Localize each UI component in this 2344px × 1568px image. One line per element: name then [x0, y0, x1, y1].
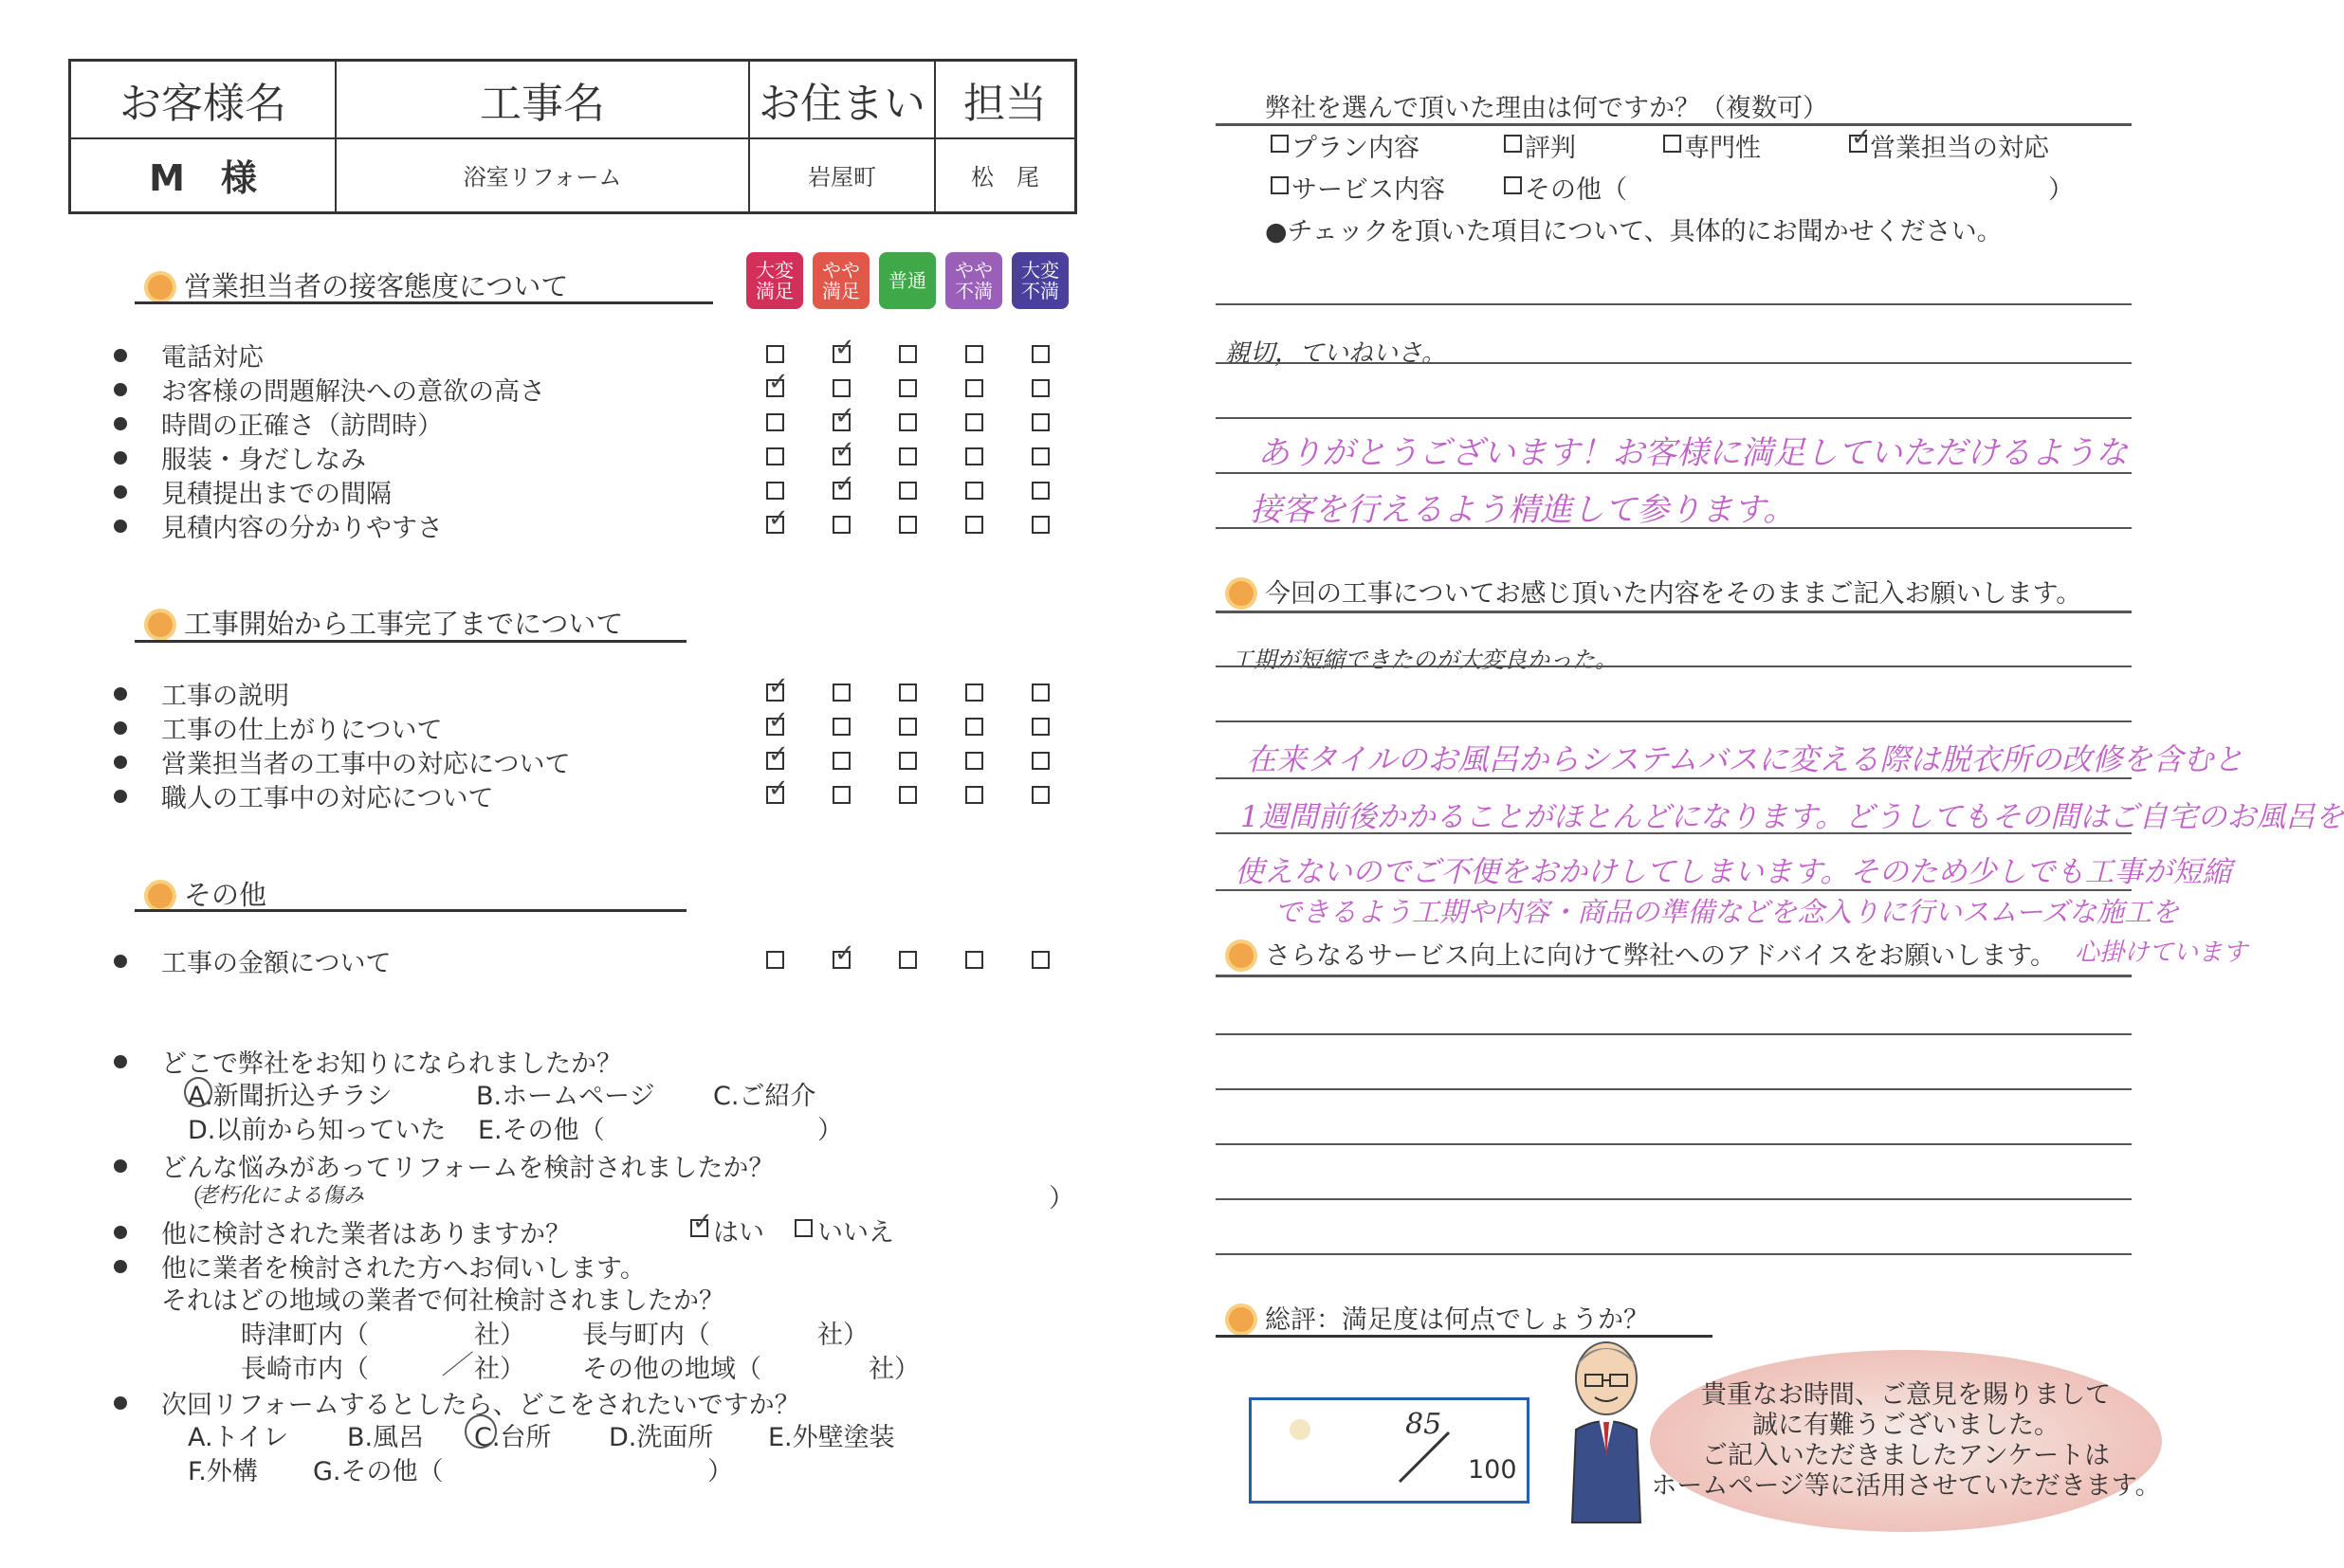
reason-sales-label: 営業担当の対応 [1870, 134, 2049, 163]
flower-icon [148, 884, 173, 908]
rating-checkbox[interactable] [766, 482, 784, 500]
rating-checkbox[interactable] [833, 951, 851, 969]
region-other-unit: 社） [869, 1355, 920, 1384]
rating-checkbox[interactable] [899, 413, 917, 431]
rating-checkbox[interactable] [1032, 482, 1050, 500]
reason-expertise-label: 専門性 [1684, 134, 1761, 163]
rating-checkbox[interactable] [899, 718, 917, 736]
advice-question: さらなるサービス向上に向けて弊社へのアドバイスをお願いします。 [1265, 941, 2057, 971]
reason-service-checkbox[interactable] [1271, 176, 1289, 194]
other-no-checkbox[interactable] [795, 1219, 813, 1237]
survey-item-row [114, 777, 493, 814]
reason-detail-question: ●チェックを頂いた項目について、具体的にお聞かせください。 [1265, 217, 2003, 246]
rating-checkbox[interactable] [766, 345, 784, 363]
survey-item-row [114, 337, 264, 374]
bullet [114, 451, 127, 465]
section1-heading [148, 265, 568, 304]
reply2-line1: 在来タイルのお風呂からシステムバスに変える際は脱衣所の改修を含むと [1246, 741, 2244, 777]
reply1-line2: 接客を行えるよう精進して参ります。 [1250, 491, 1796, 529]
rating-checkbox[interactable] [833, 413, 851, 431]
rating-checkbox[interactable] [965, 482, 983, 500]
rating-checkbox[interactable] [965, 752, 983, 770]
region-nagasaki-unit: 社） [474, 1355, 525, 1384]
score-box[interactable] [1249, 1397, 1529, 1504]
next-option-g[interactable]: G.その他（ [313, 1457, 444, 1486]
bullet [114, 687, 127, 701]
bullet [114, 349, 127, 362]
address-value-cell [750, 137, 936, 211]
customer-value-cell [71, 137, 337, 211]
survey-item-row [114, 473, 392, 510]
region-tokitsu: 時津町内（ [241, 1321, 369, 1350]
bullet [114, 485, 127, 499]
score-value: 85 [1405, 1408, 1442, 1441]
rating-badge: 大変 満足 [746, 252, 803, 309]
q-region-question1: 他に業者を検討された方へお伺いします。 [161, 1254, 646, 1284]
reason-plan-checkbox[interactable] [1271, 135, 1289, 153]
reason-other-checkbox[interactable] [1504, 176, 1522, 194]
impression-underline [1216, 611, 2132, 613]
answer-line [1216, 472, 2132, 474]
flower-icon [1229, 1307, 1254, 1332]
total-heading [1229, 1299, 1649, 1336]
stain-mark [1290, 1419, 1310, 1440]
answer-line [1216, 1143, 2132, 1145]
section1-title: 営業担当者の接客態度について [184, 270, 569, 302]
total-question: 総評：満足度は何点でしょうか？ [1265, 1305, 1649, 1335]
survey-item-label: 工事の仕上がりについて [161, 716, 443, 745]
region-tokitsu-unit: 社） [474, 1321, 525, 1350]
survey-item-label: 工事の金額について [161, 949, 392, 978]
advice-underline [1216, 975, 2132, 977]
rating-checkbox[interactable] [833, 345, 851, 363]
staff-value-cell [936, 137, 1074, 211]
rating-checkbox[interactable] [833, 516, 851, 534]
customer-label: お客様名 [119, 80, 286, 128]
work-label: 工事名 [480, 80, 605, 128]
reply2-line4: できるよう工期や内容・商品の準備などを念入りに行いスムーズな施工を [1274, 896, 2180, 928]
bullet [114, 520, 127, 533]
flower-icon [1229, 581, 1254, 606]
rating-checkbox[interactable] [1032, 951, 1050, 969]
reason-underline [1216, 123, 2132, 126]
reason-reputation-checkbox[interactable] [1504, 135, 1522, 153]
bullet [114, 790, 127, 803]
thank-you-message [1650, 1350, 2162, 1532]
section1-underline [135, 301, 713, 304]
address-label: お住まい [759, 80, 925, 128]
region-nagasaki: 長崎市内（ [241, 1355, 369, 1384]
advice-heading [1229, 935, 2056, 972]
survey-item-label: お客様の問題解決への意欲の高さ [161, 377, 545, 407]
rating-checkbox[interactable] [965, 718, 983, 736]
reason-expertise-checkbox[interactable] [1663, 135, 1681, 153]
bullet [114, 1055, 127, 1068]
rating-checkbox[interactable] [899, 345, 917, 363]
answer-line [1216, 1198, 2132, 1200]
answer-line [1216, 1088, 2132, 1090]
bullet [114, 721, 127, 735]
rating-checkbox[interactable] [965, 951, 983, 969]
address-value: 岩屋町 [808, 163, 876, 191]
rating-checkbox[interactable] [1032, 786, 1050, 804]
rating-badge: 大変 不満 [1012, 252, 1069, 309]
rating-checkbox[interactable] [899, 951, 917, 969]
rating-checkbox[interactable] [899, 482, 917, 500]
rating-checkbox[interactable] [1032, 718, 1050, 736]
q-howknow-question: どこで弊社をお知りになられましたか？ [161, 1049, 622, 1079]
answer-line [1216, 362, 2132, 364]
answer-line [1216, 527, 2132, 529]
rating-badge: やや 不満 [945, 252, 1002, 309]
thanks-line4: ホームページ等に活用させていただきます。 [1651, 1471, 2161, 1501]
section3-underline [135, 909, 687, 912]
howknow-option-e[interactable]: E.その他（ [478, 1116, 605, 1145]
rating-checkbox[interactable] [833, 786, 851, 804]
bullet [114, 1159, 127, 1173]
rating-checkbox[interactable] [833, 718, 851, 736]
region-nagayo: 長与町内（ [582, 1321, 710, 1350]
answer-line [1216, 832, 2132, 834]
rating-checkbox[interactable] [965, 413, 983, 431]
other-yes-checkbox[interactable] [690, 1219, 708, 1237]
reply1-line1: ありがとうございます！お客様に満足していただけるような [1257, 434, 2128, 472]
rating-checkbox[interactable] [766, 447, 784, 465]
bullet [114, 955, 127, 968]
survey-item-row [114, 709, 442, 746]
work-value: 浴室リフォーム [463, 163, 622, 191]
impression-question: 今回の工事についてお感じ頂いた内容をそのままご記入お願いします。 [1265, 579, 2082, 609]
work-label-cell [337, 62, 750, 137]
section3-title: その他 [184, 879, 267, 911]
section2-title: 工事開始から工事完了までについて [184, 608, 624, 640]
survey-item-row [114, 507, 443, 544]
next-option-c[interactable]: C.台所 [474, 1423, 552, 1452]
staff-label-cell [936, 62, 1074, 137]
rating-checkbox[interactable] [766, 786, 784, 804]
reason-service-label: サービス内容 [1291, 175, 1445, 205]
survey-item-label: 見積提出までの間隔 [161, 480, 392, 509]
howknow-option-b[interactable]: B.ホームページ [476, 1082, 655, 1111]
reply2-line3: 使えないのでご不便をおかけしてしまいます。そのため少しでも工事が短縮 [1235, 855, 2232, 889]
answer-line [1216, 417, 2132, 419]
impression-handwritten: 工期が短縮できたのが大変良かった。 [1231, 647, 1618, 673]
flower-icon [148, 275, 173, 300]
q-other-question: 他に検討された業者はありますか？ [161, 1220, 571, 1249]
worry-handwritten: 老朽化による傷み [197, 1184, 365, 1208]
rating-checkbox[interactable] [833, 752, 851, 770]
survey-item-label: 職人の工事中の対応について [161, 784, 494, 813]
thanks-line2: 誠に有難うございました。 [1752, 1411, 2060, 1440]
rating-checkbox[interactable] [899, 379, 917, 397]
region-nagasaki-mark: ／ [442, 1349, 469, 1380]
rating-checkbox[interactable] [1032, 447, 1050, 465]
survey-item-row [114, 942, 391, 979]
rating-badge: 普通 [879, 252, 936, 309]
rating-checkbox[interactable] [899, 447, 917, 465]
next-option-b[interactable]: B.風呂 [347, 1423, 425, 1452]
answer-line [1216, 1033, 2132, 1035]
survey-item-label: 時間の正確さ（訪問時） [161, 411, 443, 441]
rating-checkbox[interactable] [833, 684, 851, 702]
bullet [114, 1396, 127, 1410]
answer-line [1216, 777, 2132, 779]
other-no-label: いいえ [817, 1218, 894, 1248]
next-option-a[interactable]: A.トイレ [188, 1423, 289, 1452]
work-value-cell [337, 137, 750, 211]
customer-label-cell [71, 62, 337, 137]
address-label-cell [750, 62, 936, 137]
thanks-line3: ご記入いただきましたアンケートは [1701, 1441, 2111, 1470]
rating-checkbox[interactable] [965, 379, 983, 397]
reason-question: 弊社を選んで頂いた理由は何ですか？（複数可） [1265, 94, 1828, 123]
reason-other-close: ） [2048, 175, 2074, 205]
rating-checkbox[interactable] [965, 345, 983, 363]
howknow-option-a[interactable]: A.新聞折込チラシ [188, 1082, 393, 1111]
answer-line [1216, 720, 2132, 722]
rating-checkbox[interactable] [1032, 752, 1050, 770]
answer-line [1216, 665, 2132, 667]
rating-checkbox[interactable] [833, 447, 851, 465]
rating-checkbox[interactable] [766, 516, 784, 534]
rating-checkbox[interactable] [965, 516, 983, 534]
region-other: その他の地域（ [582, 1355, 761, 1384]
answer-line [1216, 1253, 2132, 1255]
reason-plan-label: プラン内容 [1291, 134, 1419, 163]
rating-checkbox[interactable] [766, 752, 784, 770]
rating-checkbox[interactable] [899, 786, 917, 804]
bullet [114, 417, 127, 430]
rating-checkbox[interactable] [965, 786, 983, 804]
rating-checkbox[interactable] [766, 951, 784, 969]
staff-label: 担当 [963, 80, 1047, 128]
section3-heading [148, 874, 266, 913]
worry-close-paren: ） [1049, 1184, 1074, 1213]
reply2-line2: 1週間前後かかることがほとんどになります。どうしてもその間はご自宅のお風呂を [1240, 800, 2344, 834]
rating-checkbox[interactable] [1032, 379, 1050, 397]
survey-item-label: 営業担当者の工事中の対応について [161, 750, 571, 779]
selected-circle [465, 1414, 497, 1449]
section2-heading [148, 603, 623, 642]
selected-circle [184, 1077, 212, 1107]
score-max: 100 [1468, 1455, 1517, 1485]
rating-checkbox[interactable] [766, 718, 784, 736]
reason-reputation-label: 評判 [1525, 134, 1576, 163]
staff-mascot-illustration [1559, 1337, 1654, 1522]
rating-checkbox[interactable] [766, 379, 784, 397]
survey-item-row [114, 675, 289, 712]
rating-checkbox[interactable] [965, 684, 983, 702]
q-region-question2: それはどの地域の業者で何社検討されましたか？ [161, 1286, 724, 1316]
answer-line [1216, 303, 2132, 305]
survey-item-row [114, 405, 443, 442]
other-yes-label: はい [713, 1218, 764, 1248]
howknow-option-close: ） [817, 1116, 843, 1145]
next-option-e[interactable]: E.外壁塗装 [768, 1423, 895, 1452]
howknow-option-c[interactable]: C.ご紹介 [713, 1082, 816, 1111]
section2-underline [135, 640, 687, 643]
q-worry-question: どんな悩みがあってリフォームを検討されましたか？ [161, 1154, 775, 1183]
next-option-d[interactable]: D.洗面所 [609, 1423, 714, 1452]
flower-icon [1229, 943, 1254, 968]
score-slash [1392, 1429, 1460, 1486]
rating-badge: やや 満足 [813, 252, 870, 309]
survey-item-label: 電話対応 [161, 343, 264, 373]
survey-item-row [114, 743, 570, 780]
rating-checkbox[interactable] [833, 379, 851, 397]
rating-checkbox[interactable] [1032, 413, 1050, 431]
customer-value: M 様 [149, 156, 257, 199]
staff-value: 松 尾 [971, 163, 1039, 191]
bullet [114, 383, 127, 396]
survey-item-row [114, 371, 545, 408]
rating-checkbox[interactable] [965, 447, 983, 465]
survey-item-label: 見積内容の分かりやすさ [161, 514, 443, 543]
reason-sales-checkbox[interactable] [1849, 135, 1867, 153]
impression-heading [1229, 573, 2081, 610]
rating-checkbox[interactable] [899, 516, 917, 534]
region-nagayo-unit: 社） [817, 1321, 869, 1350]
worry-open-paren: （ [178, 1184, 204, 1213]
header-table [68, 59, 1077, 214]
survey-item-row [114, 439, 366, 476]
bullet [114, 756, 127, 769]
rating-checkbox[interactable] [899, 752, 917, 770]
reason-other-label: その他（ [1525, 175, 1627, 205]
survey-item-label: 工事の説明 [161, 682, 289, 711]
rating-checkbox[interactable] [1032, 345, 1050, 363]
reply2-line5: 心掛けています [2075, 939, 2248, 967]
survey-item-label: 服装・身だしなみ [161, 446, 366, 475]
next-option-close: ） [707, 1457, 733, 1486]
q-next-question: 次回リフォームするとしたら、どこをされたいですか？ [161, 1391, 800, 1420]
q-other-row [114, 1213, 571, 1250]
rating-checkbox[interactable] [1032, 684, 1050, 702]
bullet [114, 1260, 127, 1273]
rating-checkbox[interactable] [833, 482, 851, 500]
reason-handwritten: 親切，ていねいさ。 [1225, 339, 1446, 368]
next-option-f[interactable]: F.外構 [188, 1457, 258, 1486]
flower-icon [148, 612, 173, 637]
rating-checkbox[interactable] [899, 684, 917, 702]
rating-checkbox[interactable] [766, 684, 784, 702]
howknow-option-d[interactable]: D.以前から知っていた [188, 1116, 447, 1145]
thanks-line1: 貴重なお時間、ご意見を賜りまして [1701, 1380, 2111, 1410]
bullet [114, 1226, 127, 1239]
rating-checkbox[interactable] [766, 413, 784, 431]
rating-checkbox[interactable] [1032, 516, 1050, 534]
